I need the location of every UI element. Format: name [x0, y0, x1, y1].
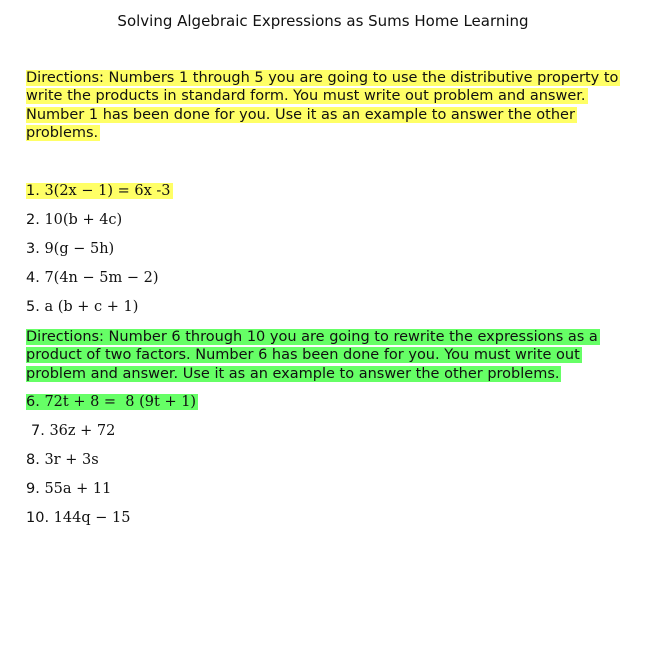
problem-6	[26, 393, 198, 412]
problem-1	[26, 182, 173, 201]
problem-number: 8.	[26, 452, 40, 468]
problem-expression: 7(4n − 5m − 2)	[44, 270, 159, 286]
problem-6-highlight	[26, 394, 198, 410]
problem-5	[26, 298, 138, 317]
problem-number: 10.	[26, 510, 50, 526]
problem-10	[26, 509, 130, 528]
problem-4	[26, 269, 159, 288]
directions-section-2	[26, 328, 626, 383]
problem-number: 3.	[26, 241, 40, 257]
problem-2	[26, 211, 122, 230]
document-title: Solving Algebraic Expressions as Sums Home Learning	[117, 12, 529, 30]
problem-number: 6.	[26, 394, 40, 410]
problem-9	[26, 480, 111, 499]
problem-1-highlight	[26, 183, 173, 199]
directions-section-1	[26, 69, 626, 143]
problem-8	[26, 451, 99, 470]
problem-number: 9.	[26, 481, 40, 497]
problem-number: 7.	[31, 423, 45, 439]
problem-expression: 10(b + 4c)	[44, 212, 123, 228]
problem-expression: 72t + 8 = 8 (9t + 1)	[44, 394, 197, 410]
problem-number: 2.	[26, 212, 40, 228]
problem-number: 4.	[26, 270, 40, 286]
directions-text: Directions: Numbers 1 through 5 you are going to use the distributive property to write the products in standard form. You must write out problem and answer. Number 1 has been done for you. Use it as an example to answer the other problems.	[26, 70, 619, 142]
problem-expression: 55a + 11	[44, 481, 112, 497]
problem-expression: 144q − 15	[53, 510, 131, 526]
problem-expression: a (b + c + 1)	[44, 299, 139, 315]
directions-text: Directions: Number 6 through 10 you are going to rewrite the expressions as a product of two factors. Number 6 has been done for you. You must write out problem and answer. Use it as an example to answer the other problems.	[26, 329, 598, 382]
problem-number: 1.	[26, 183, 40, 199]
problem-number: 5.	[26, 299, 40, 315]
problem-expression: 9(g − 5h)	[44, 241, 115, 257]
problem-expression: 3(2x − 1) = 6x -3	[44, 183, 171, 199]
problem-expression: 36z + 72	[49, 423, 116, 439]
problem-7	[31, 422, 115, 441]
problem-expression: 3r + 3s	[44, 452, 99, 468]
problem-3	[26, 240, 114, 259]
